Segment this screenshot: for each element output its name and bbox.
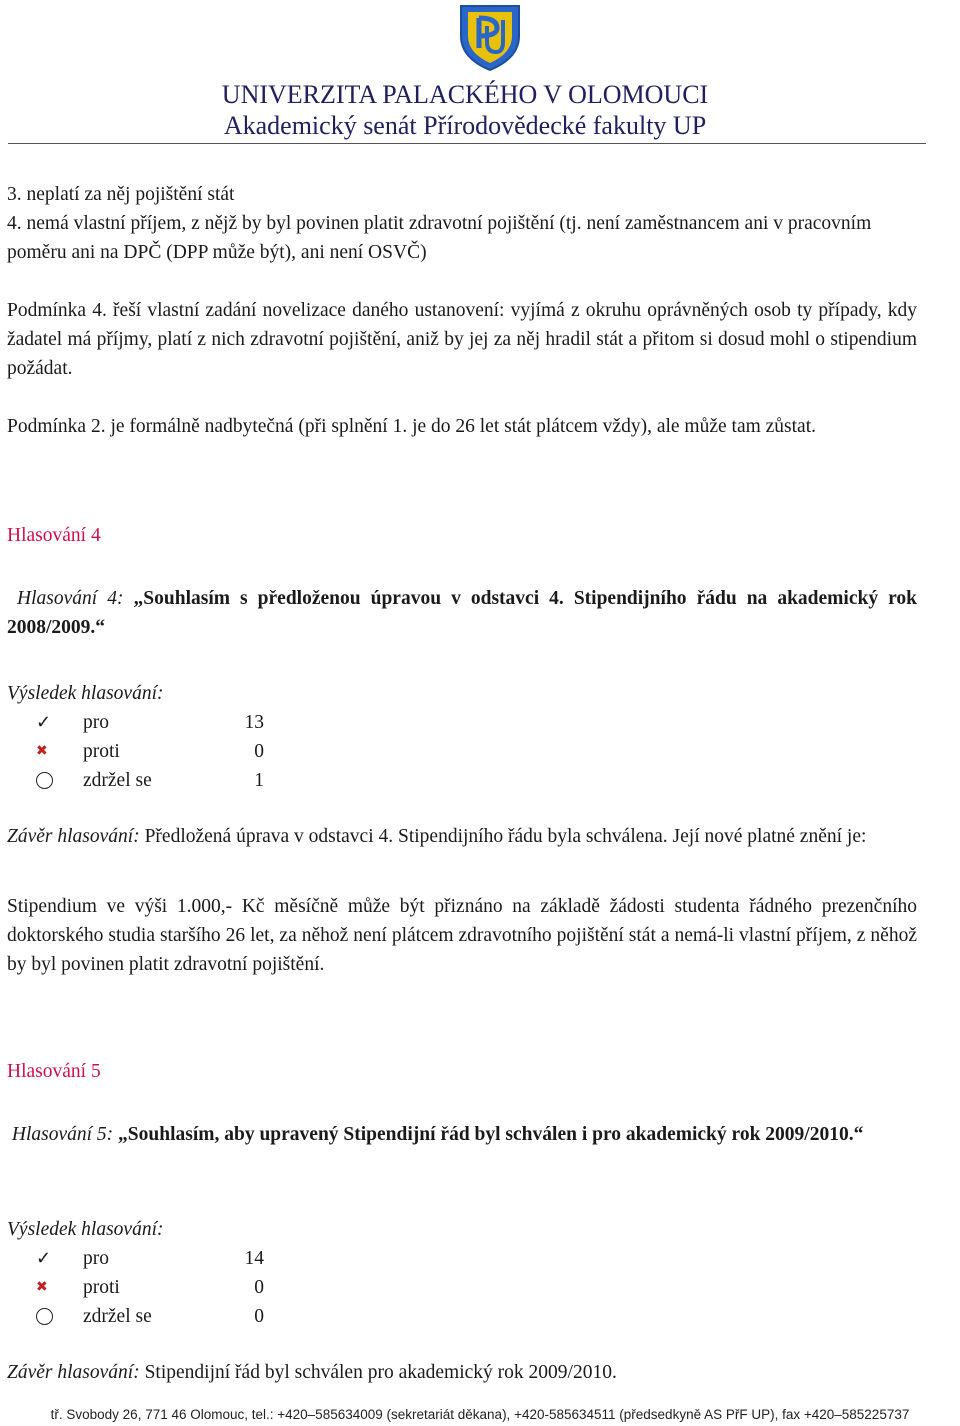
vote5-result-label: Výsledek hlasování: (7, 1219, 164, 1240)
circle-icon (36, 766, 56, 795)
vote4-result-for: ✓ pro 13 (0, 708, 400, 737)
vote5-conclusion (7, 1358, 917, 1387)
vote4-prefix: Hlasování 4: (17, 588, 124, 609)
cross-icon: ✖ (36, 744, 48, 759)
check-icon: ✓ (36, 1248, 52, 1268)
vote4-motion (7, 584, 917, 642)
condition-4-paragraph: Podmínka 4. řeší vlastní zadání novelizace daného ustanovení: vyjímá z okruhu oprávněných osob ty případy, kdy žadatel má příjmy, platí z nich zdravotní pojištění, aniž by jej za něj hradil stát a přitom si dosud mohl o stipendium požádat. (7, 300, 917, 379)
university-logo (457, 2, 523, 72)
vote4-result-label: Výsledek hlasování: (7, 683, 164, 704)
vote5-result-abstain: zdržel se 0 (0, 1302, 400, 1331)
footer-address: tř. Svobody 26, 771 46 Olomouc, tel.: +420–585634009 (sekretariát děkana), +420-585634511 (předsedkyně AS PřF UP), fax +420–585225737 (50, 1407, 910, 1422)
university-name: UNIVERZITA PALACKÉHO V OLOMOUCI (221, 80, 709, 109)
vote5-motion-text: „Souhlasím, aby upravený Stipendijní řád byl schválen i pro akademický rok 2009/2010.“ (118, 1124, 864, 1145)
vote5-result-for: ✓ pro 14 (0, 1244, 400, 1273)
vote5-conclusion-text: Stipendijní řád byl schválen pro akademický rok 2009/2010. (144, 1362, 617, 1383)
vote5-motion (7, 1120, 917, 1149)
vote5-prefix: Hlasování 5: (11, 1124, 114, 1145)
item-3: 3. neplatí za něj pojištění stát (7, 184, 235, 205)
vote4-conclusion-label: Závěr hlasování: (7, 826, 140, 847)
senate-name: Akademický senát Přírodovědecké fakulty UP (223, 111, 707, 140)
vote5-heading: Hlasování 5 (7, 1061, 101, 1082)
header-divider (8, 143, 926, 144)
vote4-conclusion (7, 822, 917, 851)
vote4-result-against: ✖ proti 0 (0, 737, 400, 766)
vote5-conclusion-label: Závěr hlasování: (7, 1362, 140, 1383)
circle-icon (36, 1302, 56, 1331)
item-4: 4. nemá vlastní příjem, z nějž by byl povinen platit zdravotní pojištění (tj. není zaměstnancem ani v pracovním poměru ani na DPČ (DPP může být), ani není OSVČ) (7, 213, 872, 263)
condition-2-paragraph: Podmínka 2. je formálně nadbytečná (při splnění 1. je do 26 let stát plátcem vždy), ale může tam zůstat. (7, 416, 817, 437)
check-icon: ✓ (36, 712, 52, 732)
vote4-result-abstain: zdržel se 1 (0, 766, 400, 795)
vote4-motion-text: „Souhlasím s předloženou úpravou v odstavci 4. Stipendijního řádu na akademický rok 2008/2009.“ (7, 588, 918, 638)
stipend-new-text: Stipendium ve výši 1.000,- Kč měsíčně může být přiznáno na základě žádosti studenta řádného prezenčního doktorského studia staršího 26 let, za něhož není plátcem zdravotního pojištění stát a nemá-li vlastní příjem, z něhož by byl povinen platit zdravotní pojištění. (7, 896, 917, 975)
vote4-conclusion-text: Předložená úprava v odstavci 4. Stipendijního řádu byla schválena. Její nové platné znění je: (144, 826, 867, 847)
vote4-heading: Hlasování 4 (7, 525, 101, 546)
cross-icon: ✖ (36, 1280, 48, 1295)
vote5-result-against: ✖ proti 0 (0, 1273, 400, 1302)
